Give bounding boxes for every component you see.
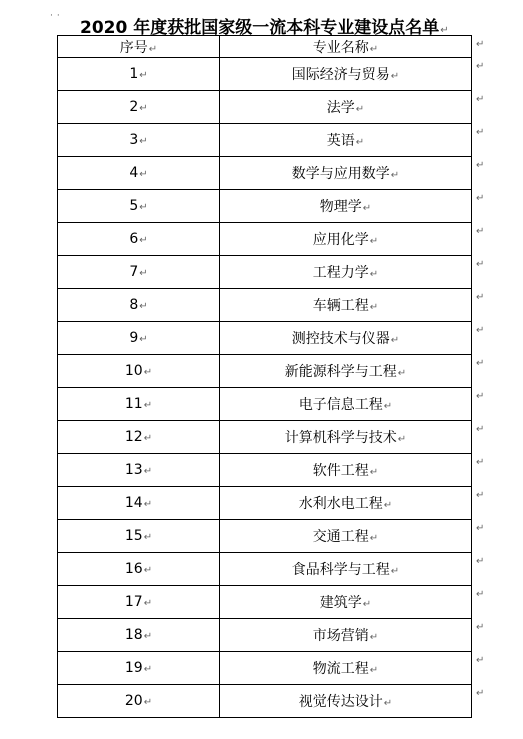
cell-end-mark-icon: ↵ — [143, 466, 153, 477]
number-cell — [58, 487, 220, 520]
cell-end-mark-icon: ↵ — [143, 598, 153, 609]
major-name: 应用化学 — [312, 232, 369, 248]
cell-end-mark-icon: ↵ — [369, 467, 379, 478]
number-cell — [58, 124, 220, 157]
cell-end-mark-icon: ↵ — [139, 103, 148, 114]
row-end-mark-icon: ↵ — [476, 391, 485, 402]
cell-end-mark-icon: ↵ — [139, 136, 148, 147]
number-cell — [58, 157, 220, 190]
cell-end-mark-icon: ↵ — [369, 632, 379, 643]
number-cell — [58, 289, 220, 322]
row-end-mark-icon: ↵ — [476, 61, 485, 72]
table-row — [58, 58, 472, 91]
row-number: 9 — [129, 330, 139, 346]
row-number: 4 — [129, 165, 139, 181]
number-cell — [58, 421, 220, 454]
row-end-mark-icon: ↵ — [476, 490, 485, 501]
major-name-cell — [220, 619, 472, 652]
major-name-cell — [220, 520, 472, 553]
row-number: 6 — [129, 231, 139, 247]
table-row — [58, 421, 472, 454]
major-name: 工程力学 — [312, 265, 369, 281]
major-name-cell — [220, 58, 472, 91]
row-number: 3 — [129, 132, 139, 148]
major-name-cell — [220, 685, 472, 718]
row-end-mark-icon: ↵ — [476, 358, 485, 369]
table-row — [58, 454, 472, 487]
cell-end-mark-icon: ↵ — [362, 203, 372, 214]
row-end-mark-icon: ↵ — [476, 424, 485, 435]
cell-end-mark-icon: ↵ — [390, 71, 400, 82]
cell-end-mark-icon: ↵ — [397, 368, 407, 379]
row-end-mark-icon: ↵ — [476, 325, 485, 336]
table-row — [58, 91, 472, 124]
cell-end-mark-icon: ↵ — [369, 236, 379, 247]
major-name: 测控技术与仪器 — [291, 331, 390, 347]
cell-end-mark-icon: ↵ — [390, 170, 400, 181]
major-name-cell — [220, 223, 472, 256]
cell-end-mark-icon: ↵ — [383, 698, 393, 709]
major-name-cell — [220, 322, 472, 355]
table-row — [58, 289, 472, 322]
cell-end-mark-icon: ↵ — [143, 367, 153, 378]
table-row — [58, 124, 472, 157]
major-name: 数学与应用数学 — [291, 166, 390, 182]
row-number: 11 — [124, 396, 143, 412]
number-cell — [58, 586, 220, 619]
table-row — [58, 355, 472, 388]
cell-end-mark-icon: ↵ — [139, 334, 148, 345]
row-end-mark-icon: ↵ — [476, 94, 485, 105]
table-row — [58, 487, 472, 520]
row-end-mark-icon: ↵ — [476, 127, 485, 138]
row-number: 5 — [129, 198, 139, 214]
paragraph-mark-icon: ↵ — [440, 25, 449, 36]
cell-end-mark-icon: ↵ — [143, 499, 153, 510]
cell-end-mark-icon: ↵ — [369, 302, 379, 313]
row-number: 2 — [129, 99, 139, 115]
major-name-cell — [220, 652, 472, 685]
number-cell — [58, 190, 220, 223]
row-number: 17 — [124, 594, 143, 610]
row-number: 18 — [124, 627, 143, 643]
major-name: 食品科学与工程 — [291, 562, 390, 578]
table-row — [58, 388, 472, 421]
cell-end-mark-icon: ↵ — [139, 301, 148, 312]
table-row — [58, 223, 472, 256]
cell-end-mark-icon: ↵ — [355, 137, 365, 148]
cell-end-mark-icon: ↵ — [369, 665, 379, 676]
row-end-mark-icon: ↵ — [476, 457, 485, 468]
table-row — [58, 652, 472, 685]
row-end-mark-icon: ↵ — [476, 39, 485, 50]
row-end-mark-icon: ↵ — [476, 556, 485, 567]
number-cell — [58, 553, 220, 586]
cell-end-mark-icon: ↵ — [355, 104, 365, 115]
cell-end-mark-icon: ↵ — [383, 500, 393, 511]
major-name: 计算机科学与技术 — [284, 430, 397, 446]
major-name: 软件工程 — [312, 463, 369, 479]
header-major-name-label: 专业名称 — [312, 39, 369, 56]
header-cell-major-name — [220, 36, 472, 58]
major-name: 市场营销 — [312, 628, 369, 644]
major-name-cell — [220, 289, 472, 322]
number-cell — [58, 58, 220, 91]
row-number: 1 — [129, 66, 139, 82]
major-name: 视觉传达设计 — [298, 694, 383, 710]
major-name-cell — [220, 586, 472, 619]
table-row — [58, 190, 472, 223]
cell-end-mark-icon: ↵ — [143, 433, 153, 444]
cell-end-mark-icon: ↵ — [139, 70, 148, 81]
cell-end-mark-icon: ↵ — [139, 202, 148, 213]
cell-end-mark-icon: ↵ — [369, 269, 379, 280]
cell-end-mark-icon: ↵ — [143, 532, 153, 543]
cell-end-mark-icon: ↵ — [369, 43, 379, 55]
number-cell — [58, 256, 220, 289]
major-name: 英语 — [326, 133, 355, 149]
table-row — [58, 553, 472, 586]
major-name-cell — [220, 124, 472, 157]
major-list-table — [57, 35, 472, 718]
table-row — [58, 586, 472, 619]
major-name-cell — [220, 454, 472, 487]
table-row — [58, 256, 472, 289]
cell-end-mark-icon: ↵ — [139, 268, 148, 279]
major-name-cell — [220, 91, 472, 124]
major-name: 国际经济与贸易 — [291, 67, 390, 83]
table-row — [58, 322, 472, 355]
number-cell — [58, 685, 220, 718]
number-cell — [58, 91, 220, 124]
major-name-cell — [220, 256, 472, 289]
number-cell — [58, 520, 220, 553]
major-name-cell — [220, 190, 472, 223]
row-end-mark-icon: ↵ — [476, 622, 485, 633]
row-end-mark-icon: ↵ — [476, 226, 485, 237]
row-number: 20 — [124, 693, 143, 709]
major-name: 建筑学 — [319, 595, 362, 611]
row-end-mark-icon: ↵ — [476, 655, 485, 666]
cell-end-mark-icon: ↵ — [143, 697, 153, 708]
cell-end-mark-icon: ↵ — [148, 43, 158, 55]
cell-end-mark-icon: ↵ — [362, 599, 372, 610]
row-end-mark-icon: ↵ — [476, 160, 485, 171]
major-name-cell — [220, 157, 472, 190]
table-header-row — [58, 36, 472, 58]
row-end-mark-icon: ↵ — [476, 688, 485, 699]
title-leading-dots: ·· — [50, 11, 64, 21]
major-name-cell — [220, 355, 472, 388]
row-number: 19 — [124, 660, 143, 676]
row-number: 8 — [129, 297, 139, 313]
major-name: 新能源科学与工程 — [284, 364, 397, 380]
row-number: 7 — [129, 264, 139, 280]
number-cell — [58, 355, 220, 388]
major-name: 电子信息工程 — [298, 397, 383, 413]
row-end-mark-icon: ↵ — [476, 292, 485, 303]
row-end-mark-icon: ↵ — [476, 523, 485, 534]
number-cell — [58, 223, 220, 256]
major-name: 法学 — [326, 100, 355, 116]
major-name-cell — [220, 421, 472, 454]
document-title-text: 2020 年度获批国家级一流本科专业建设点名单 — [80, 18, 440, 38]
cell-end-mark-icon: ↵ — [143, 565, 153, 576]
row-number: 13 — [124, 462, 143, 478]
number-cell — [58, 454, 220, 487]
cell-end-mark-icon: ↵ — [369, 533, 379, 544]
major-name: 车辆工程 — [312, 298, 369, 314]
major-name: 水利水电工程 — [298, 496, 383, 512]
row-number: 12 — [124, 429, 143, 445]
row-number: 10 — [124, 363, 143, 379]
row-end-mark-icon: ↵ — [476, 589, 485, 600]
header-cell-number — [58, 36, 220, 58]
row-end-mark-icon: ↵ — [476, 259, 485, 270]
table-row — [58, 520, 472, 553]
title-line — [0, 8, 523, 36]
row-end-mark-icon: ↵ — [476, 193, 485, 204]
number-cell — [58, 652, 220, 685]
table-row — [58, 157, 472, 190]
cell-end-mark-icon: ↵ — [143, 631, 153, 642]
major-name-cell — [220, 388, 472, 421]
cell-end-mark-icon: ↵ — [383, 401, 393, 412]
number-cell — [58, 388, 220, 421]
cell-end-mark-icon: ↵ — [139, 235, 148, 246]
cell-end-mark-icon: ↵ — [143, 400, 153, 411]
major-name: 物流工程 — [312, 661, 369, 677]
major-name: 交通工程 — [312, 529, 369, 545]
major-list-body — [58, 36, 472, 718]
major-name: 物理学 — [319, 199, 362, 215]
row-number: 14 — [124, 495, 143, 511]
row-number: 16 — [124, 561, 143, 577]
header-number-label: 序号 — [119, 39, 148, 56]
cell-end-mark-icon: ↵ — [390, 335, 400, 346]
cell-end-mark-icon: ↵ — [143, 664, 153, 675]
table-row — [58, 685, 472, 718]
major-name-cell — [220, 487, 472, 520]
table-row — [58, 619, 472, 652]
row-number: 15 — [124, 528, 143, 544]
number-cell — [58, 322, 220, 355]
major-name-cell — [220, 553, 472, 586]
number-cell — [58, 619, 220, 652]
cell-end-mark-icon: ↵ — [397, 434, 407, 445]
cell-end-mark-icon: ↵ — [139, 169, 148, 180]
cell-end-mark-icon: ↵ — [390, 566, 400, 577]
